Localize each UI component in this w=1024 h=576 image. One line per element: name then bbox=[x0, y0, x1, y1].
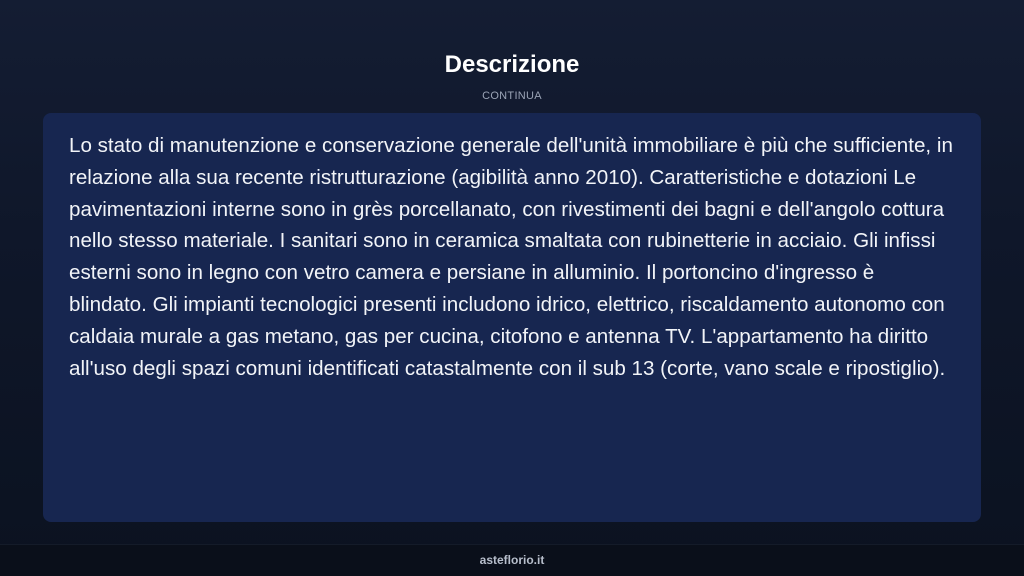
footer-site-label[interactable]: asteflorio.it bbox=[479, 553, 545, 567]
description-text: Lo stato di manutenzione e conservazione generale dell'unità immobiliare è più che sufficiente, in relazione alla sua recente ristrutturazione (agibilità anno 2010). Caratteristiche e dotazioni Le pavimentazioni interne sono in grès porcellanato, con rivestimenti dei bagni e dell'angolo cottura nello stesso materiale. I sanitari sono in ceramica smaltata con rubinetterie in acciaio. Gli infissi esterni sono in legno con vetro camera e persiane in alluminio. Il portoncino d'ingresso è blindato. Gli impianti tecnologici presenti includono idrico, elettrico, riscaldamento autonomo con caldaia murale a gas metano, gas per cucina, citofono e antenna TV. L'appartamento ha diritto all'uso degli spazi comuni identificati catastalmente con il sub 13 (corte, vano scale e ripostiglio). bbox=[69, 134, 953, 380]
footer-bar bbox=[0, 544, 1024, 576]
page-title: Descrizione bbox=[444, 51, 580, 78]
description-card bbox=[43, 113, 981, 522]
continue-link[interactable]: CONTINUA bbox=[482, 90, 542, 102]
